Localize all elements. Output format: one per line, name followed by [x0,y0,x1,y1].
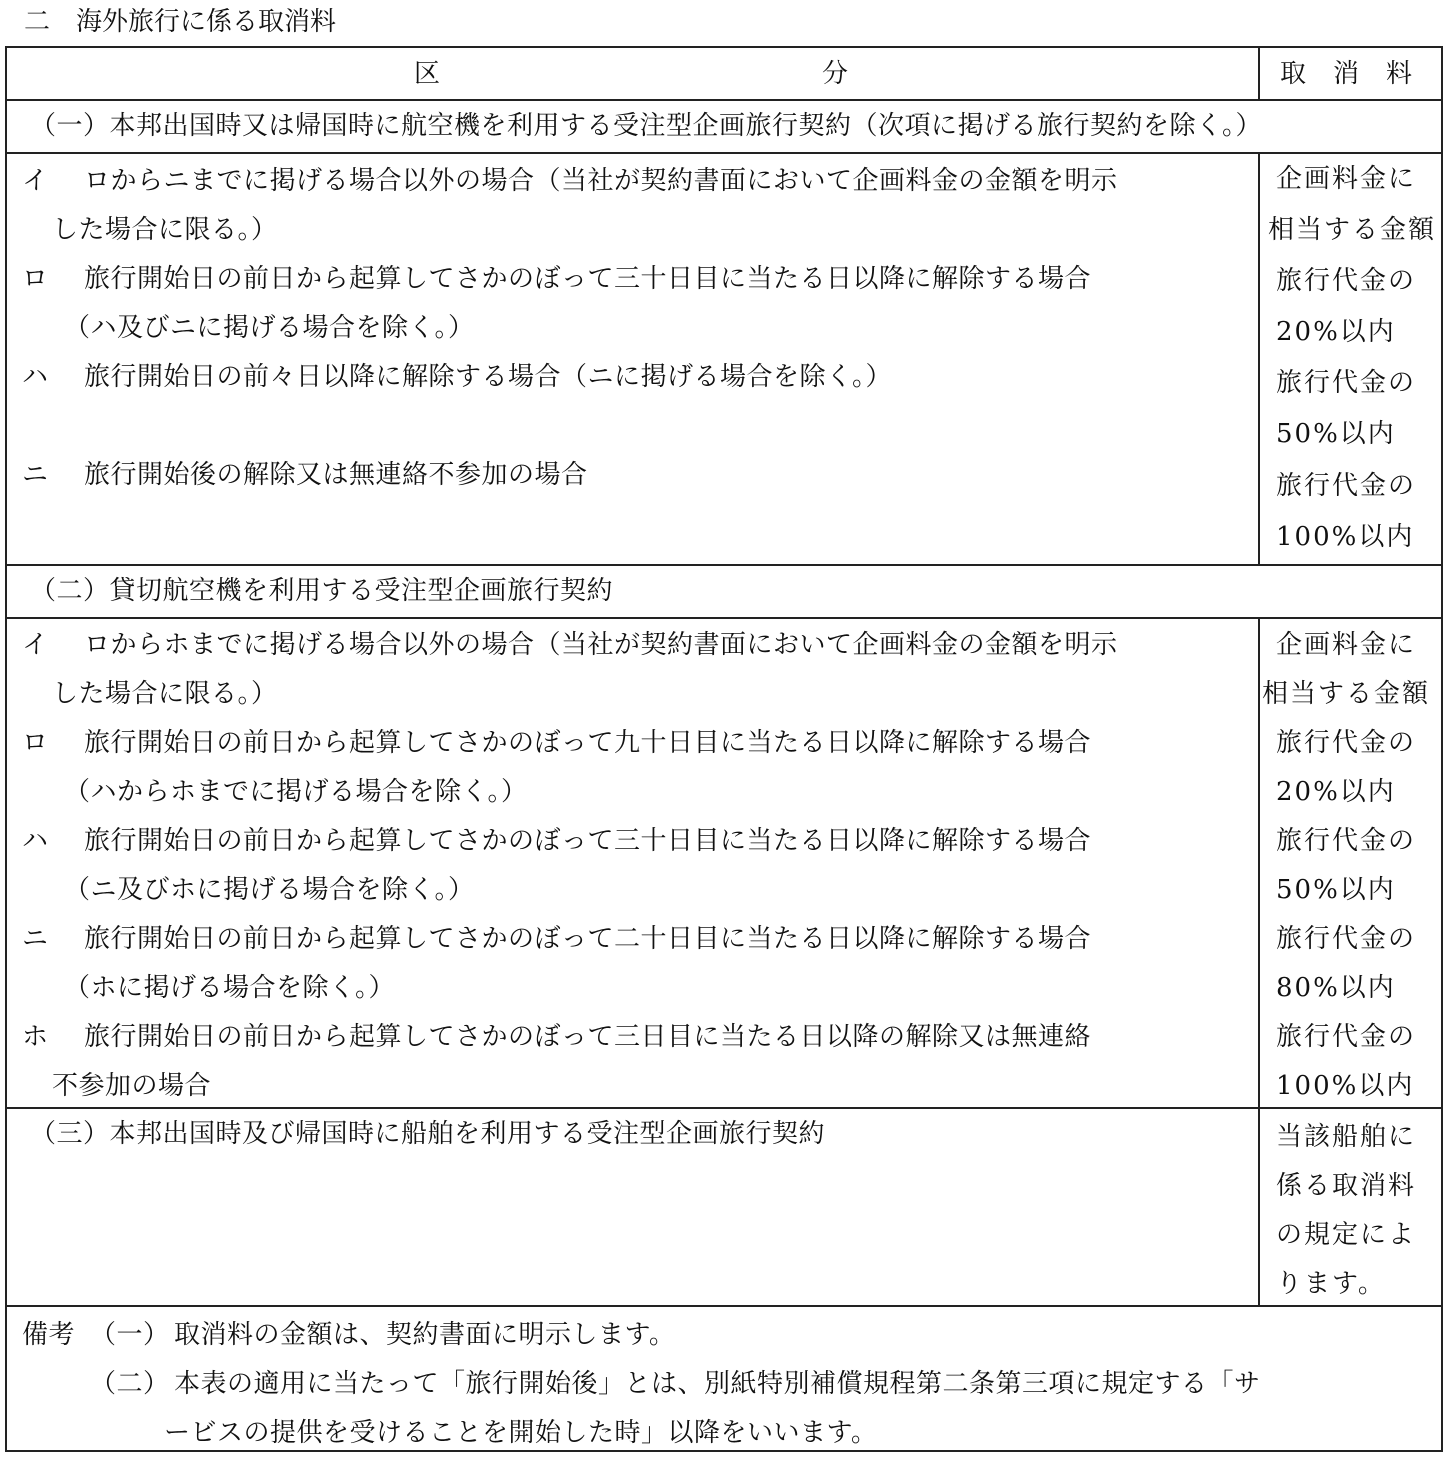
s2-row4-mark: ニ [22,924,49,954]
s2-row4-line1: 旅行開始日の前日から起算してさかのぼって二十日目に当たる日以降に解除する場合 [84,924,1092,954]
section2-heading: （二）貸切航空機を利用する受注型企画旅行契約 [30,576,614,606]
s1-row1-fee1: 企画料金に [1276,164,1417,194]
s2-row1-line1: ロからホまでに掲げる場合以外の場合（当社が契約書面において企画料金の金額を明示 [84,630,1118,660]
s2-row2-fee2: 20%以内 [1276,777,1396,807]
s1-row1-fee2: 相当する金額 [1268,215,1437,245]
s2-row5-line2: 不参加の場合 [52,1071,212,1101]
s2-row1-mark: イ [22,630,49,660]
divider-section2-3 [1258,617,1260,1306]
note1-text: 取消料の金額は、契約書面に明示します。 [174,1320,676,1350]
document-title: 二 海外旅行に係る取消料 [24,7,337,37]
s1-row2-line2: （ハ及びニに掲げる場合を除く。） [64,313,475,343]
rule-section1-bottom [5,564,1443,566]
rule-section2-bottom [5,1107,1443,1109]
divider-header [1258,46,1260,100]
note1-mark: （一） [90,1320,170,1350]
s1-row3-fee1: 旅行代金の [1276,368,1417,398]
s1-row3-mark: ハ [22,362,49,392]
s2-row3-fee1: 旅行代金の [1276,826,1417,856]
s2-row1-fee1: 企画料金に [1276,630,1417,660]
s3-fee-line3: の規定によ [1276,1220,1417,1250]
s1-row4-fee2: 100%以内 [1276,522,1415,552]
s2-row2-line2: （ハからホまでに掲げる場合を除く。） [64,777,528,807]
note2-line2: ービスの提供を受けることを開始した時」以降をいいます。 [164,1418,878,1448]
header-fee: 取 消 料 [1280,59,1413,89]
note2-mark: （二） [90,1369,170,1399]
s2-row5-fee1: 旅行代金の [1276,1022,1417,1052]
section3-heading: （三）本邦出国時及び帰国時に船舶を利用する受注型企画旅行契約 [30,1119,826,1149]
s2-row5-fee2: 100%以内 [1276,1071,1415,1101]
notes-label: 備考 [22,1320,76,1350]
s2-row5-mark: ホ [22,1022,49,1052]
s1-row4-mark: ニ [22,460,49,490]
divider-section1 [1258,152,1260,565]
header-kubun-1: 区 [414,59,441,89]
s2-row3-fee2: 50%以内 [1276,875,1396,905]
s2-row4-line2: （ホに掲げる場合を除く。） [64,973,395,1003]
s1-row2-mark: ロ [22,264,49,294]
s1-row4-fee1: 旅行代金の [1276,471,1417,501]
s2-row1-fee2: 相当する金額 [1262,679,1431,709]
s2-row2-mark: ロ [22,728,49,758]
s1-row1-line1: ロからニまでに掲げる場合以外の場合（当社が契約書面において企画料金の金額を明示 [84,166,1118,196]
s2-row3-mark: ハ [22,826,49,856]
rule-section1-heading-bottom [5,152,1443,154]
rule-section2-heading-bottom [5,617,1443,619]
rule-section3-bottom [5,1305,1443,1307]
s2-row2-line1: 旅行開始日の前日から起算してさかのぼって九十日目に当たる日以降に解除する場合 [84,728,1092,758]
s1-row1-mark: イ [22,166,49,196]
s2-row5-line1: 旅行開始日の前日から起算してさかのぼって三日目に当たる日以降の解除又は無連絡 [84,1022,1092,1052]
s2-row1-line2: した場合に限る。） [52,679,278,709]
note2-line1: 本表の適用に当たって「旅行開始後」とは、別紙特別補償規程第二条第三項に規定する「サ [174,1369,1261,1399]
s2-row4-fee2: 80%以内 [1276,973,1396,1003]
s1-row4-line1: 旅行開始後の解除又は無連絡不参加の場合 [84,460,588,490]
s1-row3-line1: 旅行開始日の前々日以降に解除する場合（ニに掲げる場合を除く。） [84,362,892,392]
rule-header-bottom [5,99,1443,101]
s2-row3-line1: 旅行開始日の前日から起算してさかのぼって三十日目に当たる日以降に解除する場合 [84,826,1092,856]
header-kubun-2: 分 [822,59,849,89]
s3-fee-line4: ります。 [1276,1269,1386,1299]
s2-row2-fee1: 旅行代金の [1276,728,1417,758]
s2-row4-fee1: 旅行代金の [1276,924,1417,954]
section1-heading: （一）本邦出国時又は帰国時に航空機を利用する受注型企画旅行契約（次項に掲げる旅行契約を除く。） [30,111,1262,141]
s1-row2-fee1: 旅行代金の [1276,266,1417,296]
s1-row1-line2: した場合に限る。） [52,215,278,245]
s3-fee-line2: 係る取消料 [1276,1171,1417,1201]
s3-fee-line1: 当該船舶に [1276,1122,1417,1152]
s2-row3-line2: （ニ及びホに掲げる場合を除く。） [64,875,475,905]
s1-row2-fee2: 20%以内 [1276,317,1396,347]
s1-row2-line1: 旅行開始日の前日から起算してさかのぼって三十日目に当たる日以降に解除する場合 [84,264,1092,294]
s1-row3-fee2: 50%以内 [1276,419,1396,449]
